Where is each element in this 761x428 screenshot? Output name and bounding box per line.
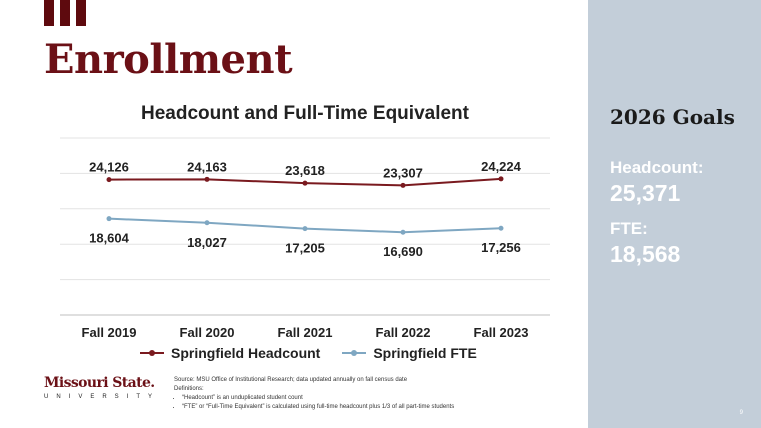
data-label: 24,163 [187,159,227,175]
goals-sidebar [588,0,761,428]
legend-label-fte: Springfield FTE [373,345,477,361]
slide-title: Enrollment [44,36,293,83]
logo-subtitle: UNIVERSITY [44,394,161,400]
data-point [303,226,308,231]
source-note: Source: MSU Office of Institutional Research; data updated annually on fall census date [174,377,408,383]
chart-legend [140,345,477,361]
data-point [303,181,308,186]
headcount-goal-value: 25,371 [610,180,681,206]
data-point [401,183,406,188]
data-point [205,220,210,225]
legend-swatch-fte [342,352,366,354]
data-label: 24,224 [481,158,521,174]
page-number: 9 [739,410,743,416]
legend-item-fte [342,345,476,361]
x-tick-label: Fall 2023 [473,325,529,340]
data-point [499,176,504,181]
data-label: 24,126 [89,159,129,175]
data-point [401,230,406,235]
definition-item: • “Headcount” is an unduplicated student count [182,394,574,403]
x-tick-label: Fall 2021 [277,325,333,340]
x-tick-label: Fall 2022 [375,325,431,340]
data-label: 17,205 [285,240,325,256]
fte-goal-value: 18,568 [610,241,681,267]
x-tick-label: Fall 2019 [81,325,137,340]
data-point [107,177,112,182]
data-point [107,216,112,221]
data-label: 18,027 [187,234,227,250]
fte-goal-label: FTE: [610,219,648,238]
x-tick-label: Fall 2020 [179,325,235,340]
data-point [499,226,504,231]
chart-title: Headcount and Full-Time Equivalent [141,103,469,124]
definitions-list [174,394,574,412]
goals-title: 2026 Goals [610,105,735,129]
legend-label-headcount: Springfield Headcount [171,345,321,361]
data-point [205,177,210,182]
university-logo [44,375,159,400]
data-label: 23,618 [285,163,325,179]
footnotes [174,376,574,412]
legend-item-headcount [140,345,320,361]
legend-swatch-headcount [140,352,164,354]
data-label: 17,256 [481,240,521,256]
definition-item: • “FTE” or “Full-Time Equivalent” is calculated using full-time headcount plus 1/3 of all part-time students [182,403,574,412]
data-label: 16,690 [383,244,423,260]
definitions-heading: Definitions: [174,386,204,392]
data-label: 23,307 [383,165,423,181]
headcount-goal-label: Headcount: [610,158,704,177]
logo-wordmark: Missouri State. [44,375,155,391]
data-label: 18,604 [89,230,129,246]
